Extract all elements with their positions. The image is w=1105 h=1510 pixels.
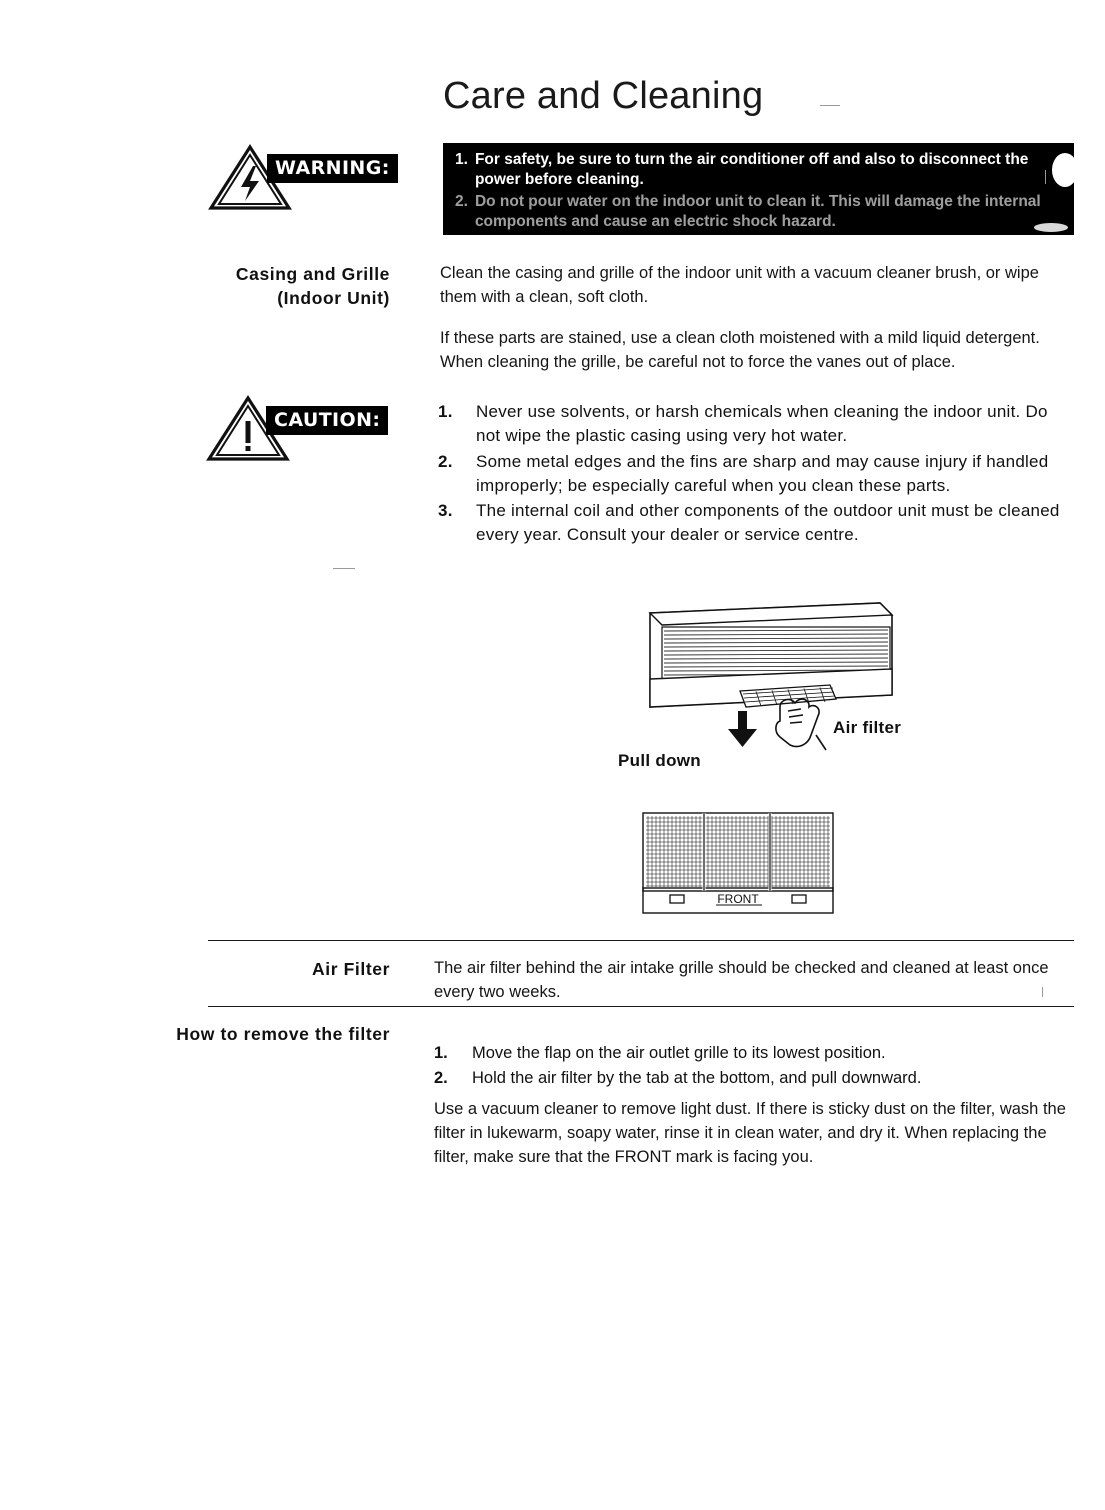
- how-to-remove-heading: How to remove the filter: [176, 1024, 390, 1044]
- casing-heading-line2: (Indoor Unit): [277, 288, 390, 309]
- caution-item-2-number: 2.: [438, 451, 453, 471]
- air-filter-callout-label: Air filter: [833, 718, 902, 737]
- page-title: Care and Cleaning: [443, 75, 764, 117]
- scan-artifact-2: [1045, 170, 1046, 184]
- front-mark-text: FRONT: [717, 892, 759, 906]
- banner-smudge-right: [1052, 153, 1078, 187]
- casing-and-grille-heading: [90, 262, 390, 310]
- how-to-remove-steps: [434, 1041, 1070, 1091]
- warning-item-2-number: 2.: [455, 192, 468, 210]
- caution-label: CAUTION:: [266, 406, 388, 435]
- casing-heading-line1: Casing and Grille: [235, 264, 390, 284]
- divider-above-air-filter: [208, 940, 1074, 941]
- how-to-step-1-text: Move the flap on the air outlet grille to its lowest position.: [472, 1044, 886, 1062]
- casing-paragraph-2: If these parts are stained, use a clean cloth moistened with a mild liquid detergent. When cleaning the grille, be careful not to force the vanes out of place.: [440, 329, 1040, 371]
- warning-item-1-number: 1.: [455, 151, 468, 168]
- how-to-step-2-number: 2.: [434, 1068, 448, 1087]
- divider-below-air-filter: [208, 1006, 1074, 1007]
- banner-smudge-bottom: [1034, 223, 1068, 232]
- casing-paragraph-1: Clean the casing and grille of the indoor unit with a vacuum cleaner brush, or wipe them with a clean, soft cloth.: [440, 264, 1039, 306]
- warning-label: WARNING:: [267, 154, 398, 183]
- scan-artifact-4: [820, 105, 840, 106]
- how-to-step-1: [434, 1041, 1070, 1066]
- how-to-step-2-text: Hold the air filter by the tab at the bottom, and pull downward.: [472, 1068, 922, 1087]
- caution-item-3-text: The internal coil and other components of the outdoor unit must be cleaned every year. Consult your dealer or service centre.: [476, 501, 1060, 545]
- caution-item-2: [438, 450, 1070, 499]
- caution-item-1: [438, 400, 1070, 449]
- caution-item-3-number: 3.: [438, 501, 453, 521]
- scan-artifact-1: [333, 568, 355, 569]
- caution-item-1-text: Never use solvents, or harsh chemicals when cleaning the indoor unit. Do not wipe the plastic casing using very hot water.: [476, 402, 1048, 446]
- air-filter-heading: Air Filter: [312, 959, 390, 979]
- scan-artifact-3: [1042, 987, 1043, 997]
- warning-item-1: [455, 150, 1060, 191]
- caution-item-1-number: 1.: [438, 402, 453, 421]
- caution-list: [438, 400, 1070, 549]
- how-to-step-1-number: 1.: [434, 1044, 448, 1062]
- warning-item-2: [455, 192, 1060, 233]
- air-filter-paragraph: The air filter behind the air intake grille should be checked and cleaned at least once every two weeks.: [434, 959, 1049, 1001]
- caution-item-3: [438, 499, 1070, 548]
- how-to-remove-paragraph: Use a vacuum cleaner to remove light dust. If there is sticky dust on the filter, wash the filter in lukewarm, soapy water, rinse it in clean water, and dry it. When replacing the filter, make sure that the FRONT mark is facing you.: [434, 1100, 1066, 1166]
- warning-banner: [443, 143, 1074, 235]
- how-to-step-2: [434, 1066, 1070, 1091]
- pull-down-callout-label: Pull down: [618, 751, 701, 770]
- filter-front-illustration: [640, 810, 836, 916]
- caution-item-2-text: Some metal edges and the fins are sharp and may cause injury if handled improperly; be especially careful when you clean these parts.: [476, 451, 1049, 495]
- pull-down-arrow: [728, 711, 757, 747]
- warning-item-2-text: Do not pour water on the indoor unit to clean it. This will damage the internal components and cause an electric shock hazard.: [474, 192, 1041, 231]
- warning-item-1-text: For safety, be sure to turn the air conditioner off and also to disconnect the power before cleaning.: [474, 151, 1029, 189]
